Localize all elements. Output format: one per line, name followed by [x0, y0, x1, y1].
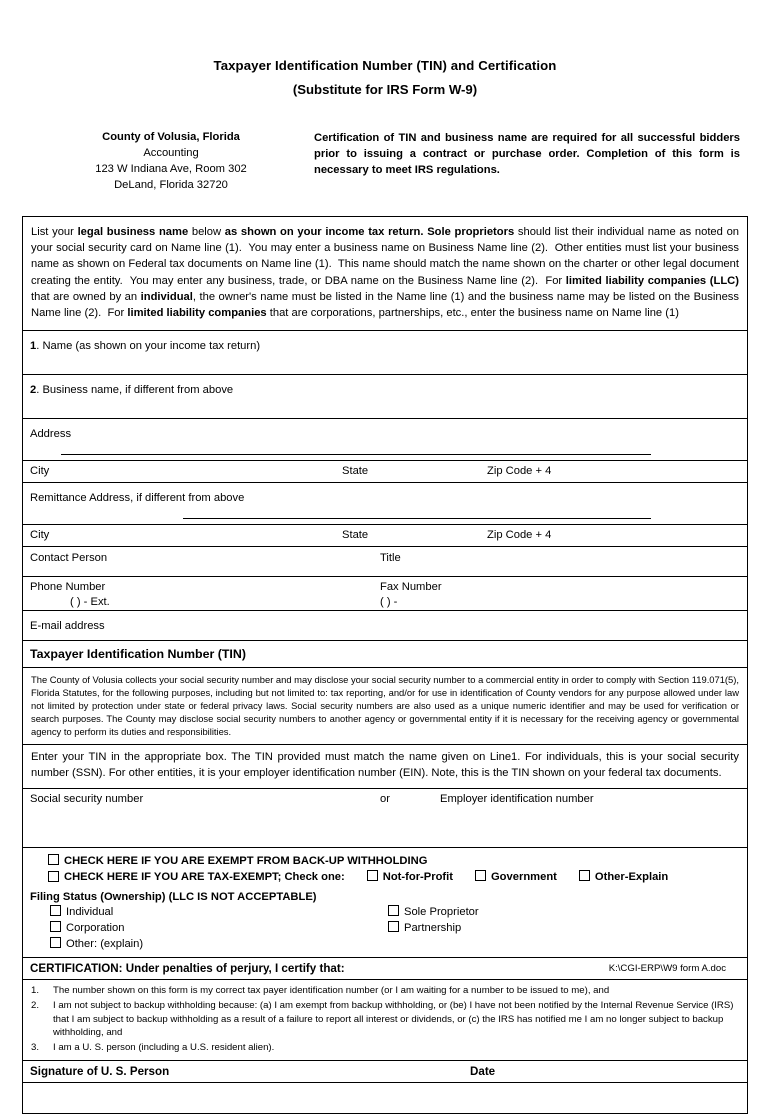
certification-list	[23, 980, 747, 1061]
agency-name: County of Volusia, Florida	[102, 131, 240, 143]
filing-option-other[interactable]	[50, 937, 380, 950]
remittance-write-line	[183, 518, 651, 519]
filing-option-partnership[interactable]	[388, 921, 740, 934]
document-title	[22, 0, 748, 97]
filing-option-sole-proprietor[interactable]	[388, 905, 740, 918]
ein-label: Employer identification number	[440, 793, 594, 806]
date-label: Date	[470, 1065, 496, 1079]
tin-section-heading: Taxpayer Identification Number (TIN)	[23, 641, 747, 668]
or-label: or	[380, 793, 390, 806]
name-field[interactable]	[23, 331, 747, 375]
tin-number-row[interactable]	[23, 789, 747, 809]
email-label: E-mail address	[30, 619, 105, 632]
zip-label: Zip Code + 4	[487, 464, 552, 477]
backup-withholding-row[interactable]	[30, 854, 740, 867]
filing-status-options	[23, 905, 747, 958]
fax-number-input-mask[interactable]: ( ) -	[380, 595, 398, 608]
agency-block	[22, 130, 302, 194]
exempt-section	[23, 848, 747, 888]
checkbox-icon-other-explain[interactable]	[579, 870, 590, 881]
not-for-profit-option[interactable]	[367, 870, 453, 883]
address-field[interactable]	[23, 419, 747, 461]
checkbox-icon-backup-withholding[interactable]	[48, 854, 59, 865]
filing-status-left-column	[30, 905, 380, 953]
city-label-2: City	[30, 528, 50, 541]
phone-number-label: Phone Number	[30, 580, 106, 593]
other-explain-label: Other-Explain	[594, 871, 669, 884]
header-row	[22, 130, 748, 194]
title-line-2: (Substitute for IRS Form W-9)	[292, 82, 478, 97]
checkbox-icon-other[interactable]	[50, 937, 61, 948]
state-label: State	[342, 464, 369, 477]
certification-item-text: I am not subject to backup withholding because: (a) I am exempt from backup withholding, or (be) I have not been notified by the Internal Revenue Service (IRS) that I am subject to backup withholding as a result of a failure to report all interest or dividends, or (c) the IRS has notified me I am no longer subject to backup withholding, and	[53, 999, 734, 1039]
phone-fax-row[interactable]	[23, 577, 747, 611]
business-name-field[interactable]	[23, 375, 747, 419]
sole-proprietor-label: Sole Proprietor	[404, 906, 479, 919]
government-option[interactable]	[475, 870, 557, 883]
checkbox-icon-partnership[interactable]	[388, 921, 399, 932]
government-label: Government	[490, 871, 557, 884]
filing-status-heading: Filing Status (Ownership) (LLC IS NOT ACCEPTABLE)	[30, 891, 317, 904]
signature-label: Signature of U. S. Person	[30, 1065, 170, 1079]
certification-notice: Certification of TIN and business name are required for all successful bidders prior to issuing a contract or purchase order. Completion of this form is necessary to meet IRS regulations.	[314, 132, 740, 177]
checkbox-icon-sole-proprietor[interactable]	[388, 905, 399, 916]
checkbox-icon-government[interactable]	[475, 870, 486, 881]
city-label: City	[30, 464, 50, 477]
title-label: Title	[380, 551, 401, 564]
address-write-line	[61, 454, 651, 455]
footer-file-path: K:\CGI-ERP\W9 form A.doc	[608, 963, 726, 974]
remittance-city-state-zip-row[interactable]	[23, 525, 747, 547]
business-name-field-number: 2	[30, 383, 37, 396]
name-field-number: 1	[30, 339, 37, 352]
individual-label: Individual	[66, 906, 114, 919]
zip-label-2: Zip Code + 4	[487, 528, 552, 541]
certification-item	[31, 984, 739, 998]
agency-department: Accounting	[143, 146, 199, 159]
fax-number-label: Fax Number	[380, 580, 442, 593]
city-state-zip-row[interactable]	[23, 461, 747, 483]
checkbox-icon-tax-exempt[interactable]	[48, 871, 59, 882]
certification-item	[31, 1041, 739, 1055]
contact-person-row[interactable]	[23, 547, 747, 577]
checkbox-icon-not-for-profit[interactable]	[367, 870, 378, 881]
tin-privacy-paragraph: The County of Volusia collects your social security number and may disclose your social security number to a commercial entity in order to comply with Section 119.071(5), Florida Statutes, for the following purposes, including but not limited to: tax reporting, and/or for use in identification of County vendors for any purpose allowed under law not limited by protection under state or federal privacy laws. Social security numbers are also used as a unique numeric identifier and may be used for verification or search purposes. The County may disclose social security numbers to another agency or governmental entity if it is necessary for the receiving agency or governmental agency to perform its duties and responsibilities.	[23, 668, 747, 746]
not-for-profit-label: Not-for-Profit	[382, 871, 453, 884]
certification-item-text: I am a U. S. person (including a U.S. resident alien).	[53, 1041, 275, 1053]
other-explain-option[interactable]	[579, 870, 668, 883]
corporation-label: Corporation	[66, 922, 125, 935]
remittance-address-field[interactable]	[23, 483, 747, 525]
partnership-label: Partnership	[404, 922, 462, 935]
name-field-label: . Name (as shown on your income tax return)	[36, 339, 261, 352]
certification-item-number: 1.	[31, 985, 40, 997]
agency-city-state-zip: DeLand, Florida 32720	[114, 178, 228, 191]
tin-number-entry-area[interactable]	[23, 809, 747, 848]
certification-item-text: The number shown on this form is my correct tax payer identification number (or I am waiting for a number to be issued to me), and	[53, 985, 610, 997]
title-line-1: Taxpayer Identification Number (TIN) and Certification	[213, 58, 557, 73]
contact-person-label: Contact Person	[30, 551, 108, 564]
ssn-label: Social security number	[30, 793, 144, 806]
email-row[interactable]	[23, 611, 747, 641]
signature-labels-row	[23, 1061, 747, 1083]
address-label: Address	[30, 427, 72, 440]
backup-withholding-label: CHECK HERE IF YOU ARE EXEMPT FROM BACK-UP WITHHOLDING	[64, 855, 428, 868]
instructions-paragraph: List your legal business name below as shown on your income tax return. Sole proprietors should list their individual name as noted on your social security card on Name line (1). You may enter a business name on Business Name line (2). Other entities must list your business name as shown on Federal tax documents on Name line (1). This name should match the name shown on the charter or other legal document creating the entity. You may enter any business, trade, or DBA name on the Business Name line (2). For limited liability companies (LLC) that are owned by an individual, the owner's name must be listed in the Name line (1) and the business name may be listed on the Business Name line (2). For limited liability companies that are corporations, partnerships, etc., enter the business name on Name line (1)	[23, 217, 747, 331]
business-name-field-label: . Business name, if different from above	[36, 383, 234, 396]
form-body	[22, 216, 748, 1114]
filing-option-individual[interactable]	[50, 905, 380, 918]
tin-enter-paragraph: Enter your TIN in the appropriate box. The TIN provided must match the name given on Line1. For individuals, this is your social security number (SSN). For other entities, it is your employer identification number (EIN). Note, this is the TIN shown on your federal tax documents.	[23, 745, 747, 789]
certification-item	[31, 999, 739, 1040]
tax-exempt-row[interactable]	[30, 870, 740, 883]
checkbox-icon-individual[interactable]	[50, 905, 61, 916]
remittance-address-label: Remittance Address, if different from above	[30, 491, 245, 504]
agency-address: 123 W Indiana Ave, Room 302	[95, 162, 247, 175]
state-label-2: State	[342, 528, 369, 541]
other-label: Other: (explain)	[66, 938, 144, 951]
certification-heading: CERTIFICATION: Under penalties of perjury, I certify that:	[23, 958, 747, 980]
filing-status-right-column	[380, 905, 740, 953]
checkbox-icon-corporation[interactable]	[50, 921, 61, 932]
tax-exempt-label: CHECK HERE IF YOU ARE TAX-EXEMPT; Check one:	[64, 870, 345, 883]
phone-number-input-mask[interactable]: ( ) - Ext.	[70, 595, 110, 608]
certification-item-number: 2.	[31, 999, 40, 1011]
certification-item-number: 3.	[31, 1041, 40, 1053]
signature-entry-area[interactable]	[23, 1083, 747, 1113]
filing-option-corporation[interactable]	[50, 921, 380, 934]
